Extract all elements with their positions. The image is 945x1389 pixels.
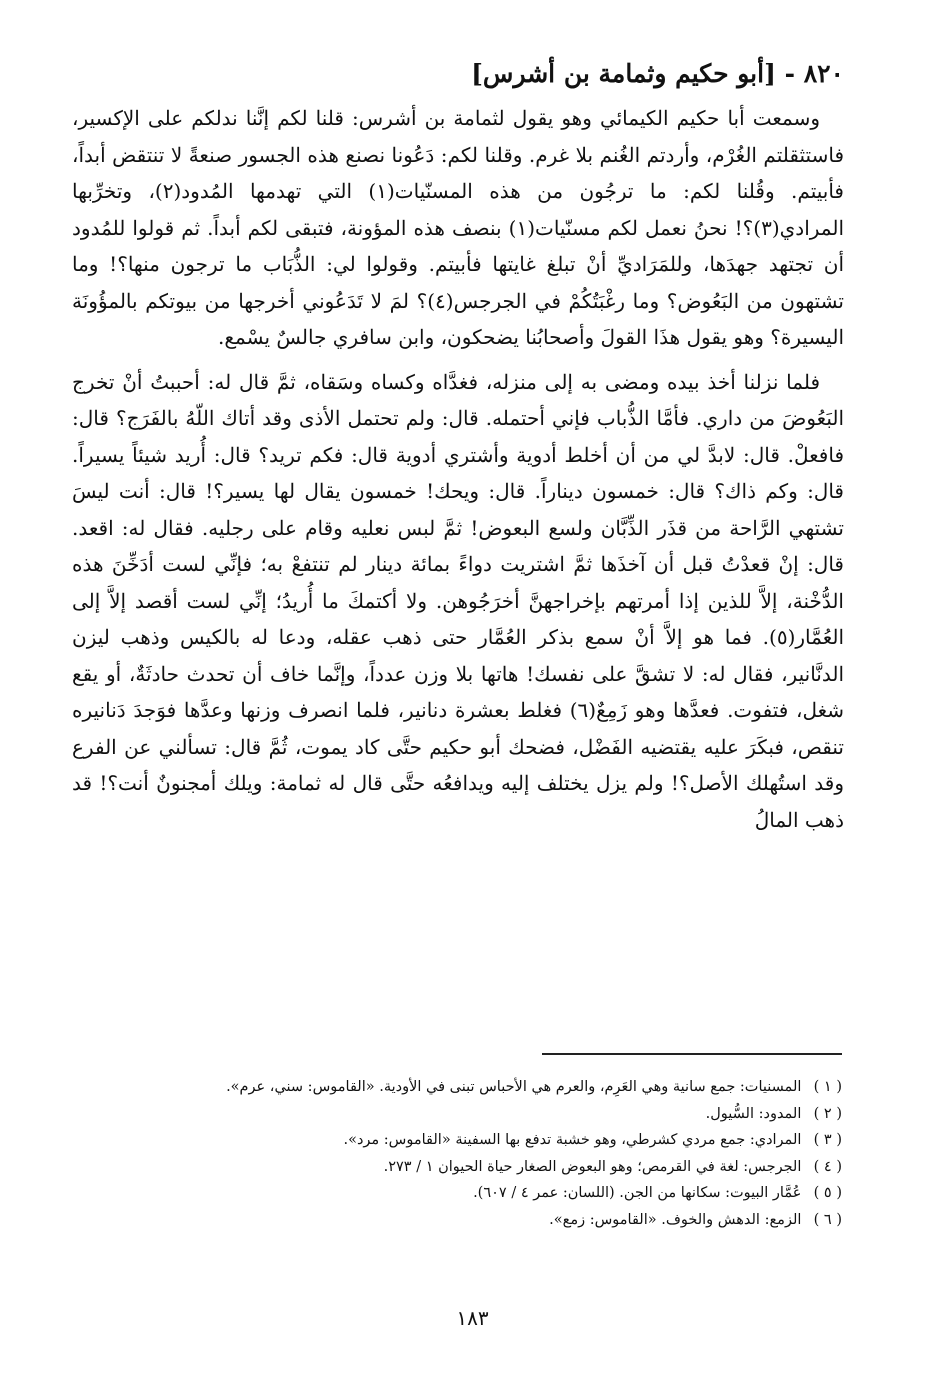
footnote-3 [90,1127,842,1154]
body-paragraph-1: وسمعت أبا حكيم الكيمائي وهو يقول لثمامة بن أشرس: قلنا لكم إنَّنا ندلكم على الإكسير، فاستثقلتم الغُرْم، وأردتم الغُنم بلا غرم. وقلنا لكم: دَعُونا نصنع هذه الجسور صنعةً لا تنتقض أبداً، فأبيتم. وقُلنا لكم: ما ترجُون من هذه المسنّيات(١) التي تهدمها المُدود(٢)، وتخرِّبها المرادي(٣)؟! نحنُ نعمل لكم مسنّيات(١) بنصف هذه المؤونة، فتبقى لكم أبداً. ثم قولوا للمُدود أن تجتهد جهدَها، وللمَرَاديِّ أنْ تبلغ غايتها فأبيتم. وقولوا لي: الذُّبَاب ما ترجون منها؟! وما تشتهون من البَعُوض؟ وما رغْبَتُكُمْ في الجرجس(٤)؟ لمَ لا تَدَعُوني أخرجها من بيوتكم بالمؤُونَة اليسيرة؟ وهو يقول هذَا القولَ وأصحابُنا يضحكون، وابن سافري جالسٌ يسْمع. [72,106,844,349]
footnote-text: المسنيات: جمع سانية وهي العَرِم، والعرم هي الأحباس تبنى في الأودية. «القاموس: سني، عرم». [226,1079,802,1095]
footnotes [90,1074,842,1233]
section-heading: ٨٢٠ - [أبو حكيم وثمامة بن أشرس] [471,59,844,88]
footnote-number: ( ٢ ) [813,1105,842,1122]
footnote-4 [90,1154,842,1181]
footnote-6 [90,1207,842,1234]
footnote-text: الجرجس: لغة في القرمص؛ وهو البعوض الصغار حياة الحيوان ١ / ٢٧٣. [383,1158,802,1175]
page-body [72,56,844,838]
footnote-text: المدود: السُّيول. [705,1105,802,1122]
footnote-text: الزمع: الدهش والخوف. «القاموس: زمع». [549,1211,802,1228]
page-number: ١٨٣ [456,1306,489,1330]
footnote-number: ( ٥ ) [813,1185,842,1201]
footnote-number: ( ١ ) [813,1079,842,1095]
footnote-5 [90,1180,842,1207]
footnote-2 [90,1101,842,1128]
footnote-1 [90,1074,842,1101]
footnote-text: المرادي: جمع مردي كشرطي، وهو خشبة تدفع بها السفينة «القاموس: مرد». [343,1132,802,1148]
footnote-text: عُمَّار البيوت: سكانها من الجن. (اللسان: عمر ٤ / ٦٠٧). [473,1185,802,1201]
footnote-number: ( ٦ ) [813,1211,842,1228]
footnote-number: ( ٣ ) [813,1132,842,1148]
footnote-divider [542,1053,842,1055]
body-paragraph-2: فلما نزلنا أخذ بيده ومضى به إلى منزله، فغدَّاه وكساه وسَقاه، ثمَّ قال له: أحببتُ أنْ تخرج البَعُوضَ من داري. فأمَّا الذُّباب فإني أحتمله. قال: ولم تحتمل الأذى وقد أتاك اللّهُ بالفَرَج؟ قال: فافعلْ. قال: لابدَّ لي من أن أخلط أدوية وأشتري أدوية قال: فكم تريد؟ قال: أُريد شيئاً يسيراً. قال: وكم ذاك؟ قال: خمسون ديناراً. قال: ويحك! خمسون يقال لها يسير؟! قال: أنت ليسَ تشتهي الرَّاحة من قذَر الذِّبَّان ولسع البعوض! ثمَّ لبس نعليه وقام على رجليه. فقال له: اقعد. قال: إنْ قعدْتُ قبل أن آخذَها ثمَّ اشتريت دواءً بمائة دينار لم تنتفعْ به؛ فإنِّي لست أدَخِّنَ هذه الدُّخْنة، إلاَّ للذين إذا أمرتهم بإخراجهنَّ أخرَجُوهن. ولا أكتمكَ ما أُريدُ؛ إنِّي لست أقصد إلاَّ إلى العُمَّار(٥). فما هو إلاَّ أنْ سمع بذكر العُمَّار حتى ذهب عقله، ودعا له بالكيس وذهب ليزن الدنَّانير، فقال له: لا تشقَّ على نفسك! هاتها بلا وزن عدداً، وإنَّما خاف أن تحدث حادثَةٌ، أو يقع شغل، فتفوت. فعدَّها وهو زَمِعٌ(٦) فغلط بعشرة دنانير، فلما انصرف وزنها وعدَّها فوَجدَ دَنانيره تنقص، فبكَرَ عليه يقتضيه الفَضْل، فضحك أبو حكيم حتَّى كاد يموت، ثُمَّ قال: تسألني عن الفرع وقد استُهلك الأصل؟! ولم يزل يختلف إليه ويدافعُه حتَّى قال له ثمامة: ويلك أمجنونٌ أنت؟! قد ذهب المالُ [72,369,845,832]
footnote-number: ( ٤ ) [813,1158,842,1175]
